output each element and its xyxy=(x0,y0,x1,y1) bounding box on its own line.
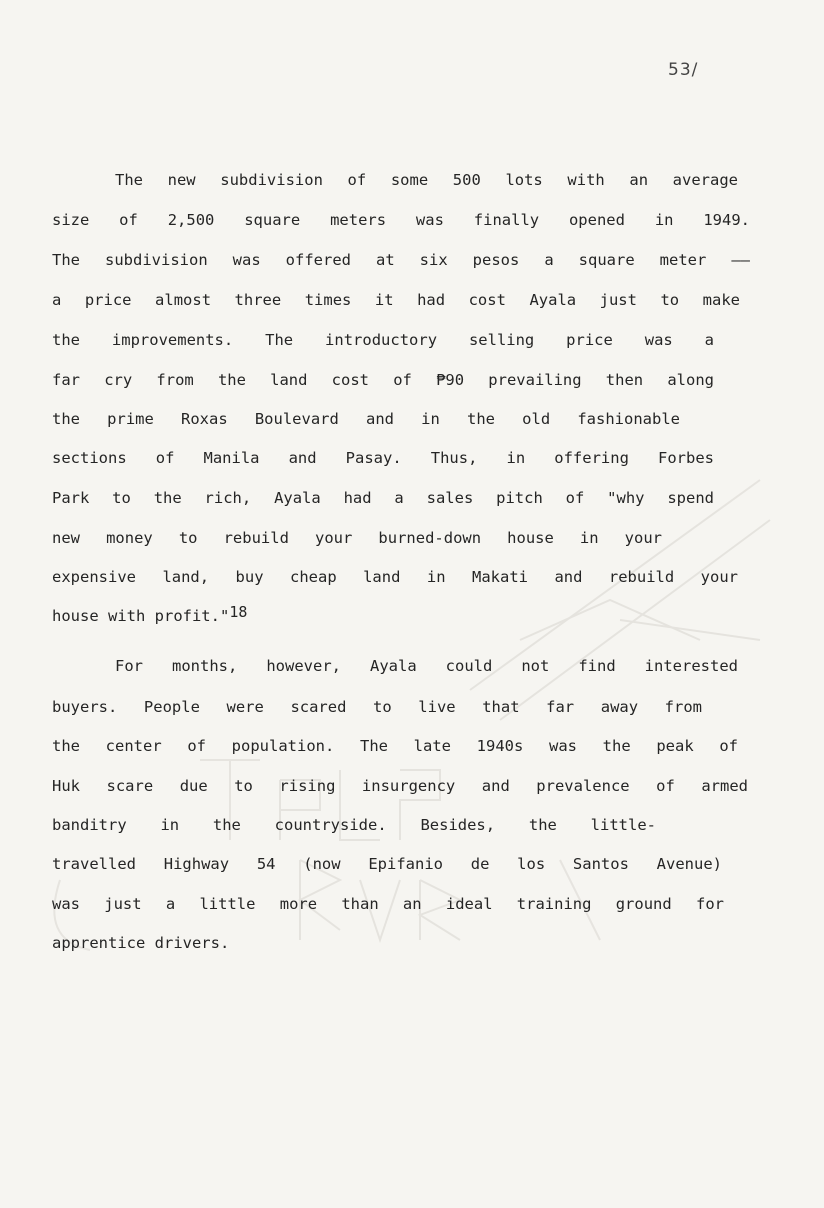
text-line: expensive land, buy cheap land in Makati and rebuild your xyxy=(52,568,738,586)
text-line-last xyxy=(52,603,248,626)
text-line: was just a little more than an ideal training ground for xyxy=(52,895,724,913)
text-line: banditry in the countryside. Besides, the little- xyxy=(52,816,656,834)
text-line: For months, however, Ayala could not find interested xyxy=(115,657,738,675)
text-line: sections of Manila and Pasay. Thus, in offering Forbes xyxy=(52,449,714,467)
footnote-reference: 18 xyxy=(229,603,248,621)
text-line: the improvements. The introductory selling price was a xyxy=(52,331,714,349)
text-line-last: apprentice drivers. xyxy=(52,934,230,952)
text-line: new money to rebuild your burned-down house in your xyxy=(52,529,662,547)
text-line: travelled Highway 54 (now Epifanio de los Santos Avenue) xyxy=(52,855,722,873)
text-line: Park to the rich, Ayala had a sales pitch of "why spend xyxy=(52,489,714,507)
text-line: Huk scare due to rising insurgency and prevalence of armed xyxy=(52,777,748,795)
text-line: size of 2,500 square meters was finally opened in 1949. xyxy=(52,211,750,229)
text-line: the center of population. The late 1940s was the peak of xyxy=(52,737,738,755)
text-line: a price almost three times it had cost Ayala just to make xyxy=(52,291,740,309)
text-line: far cry from the land cost of ₱90 prevailing then along xyxy=(52,371,714,389)
text-line: The subdivision was offered at six pesos a square meter —— xyxy=(52,251,750,269)
text-line-content: house with profit." xyxy=(52,607,230,625)
text-line: the prime Roxas Boulevard and in the old fashionable xyxy=(52,410,680,428)
text-line: The new subdivision of some 500 lots with an average xyxy=(115,171,738,189)
text-line: buyers. People were scared to live that far away from xyxy=(52,698,702,716)
page-number: 53/ xyxy=(668,60,699,80)
